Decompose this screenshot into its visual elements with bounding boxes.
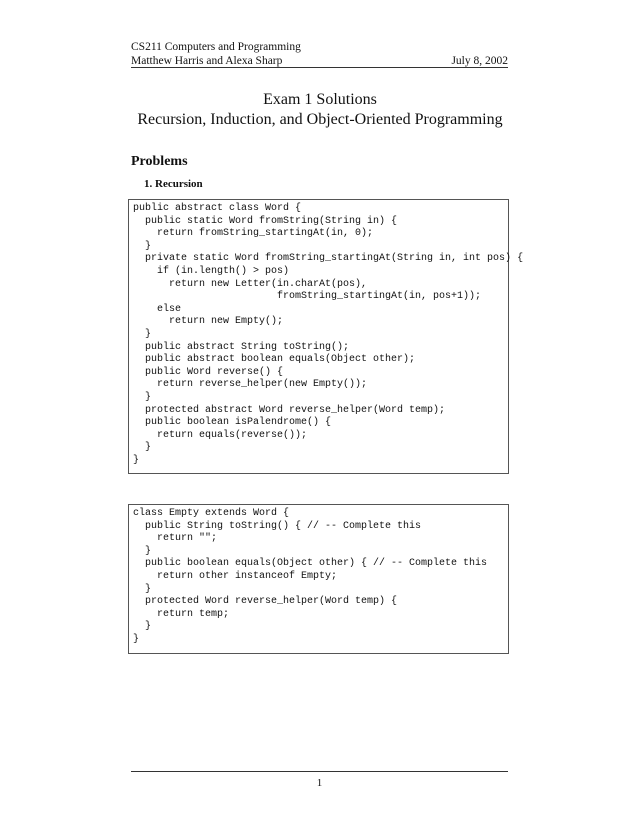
code-listing-empty: class Empty extends Word { public String toString() { // -- Complete this return ""; } public boolean equals(Object other) { // -- Complete this return other instanceof Empty; } protected Word reverse_helper(Word temp) { return temp; } } [133, 508, 488, 645]
exam-title: Exam 1 Solutions [263, 91, 377, 108]
title-block [100, 90, 540, 130]
header-row [131, 54, 508, 68]
header-rule [131, 67, 508, 68]
page-number: 1 [316, 777, 323, 789]
page-header [131, 40, 508, 68]
course-title: CS211 Computers and Programming [131, 41, 301, 53]
date: July 8, 2002 [451, 55, 508, 67]
code-box-word-class [128, 199, 524, 474]
authors: Matthew Harris and Alexa Sharp [131, 55, 283, 67]
code-box-empty-class [128, 504, 509, 654]
problem-label: 1. Recursion [144, 178, 203, 190]
exam-subtitle: Recursion, Induction, and Object-Oriented Programming [137, 111, 503, 128]
section-heading: Problems [131, 154, 188, 169]
footer-rule [131, 771, 508, 772]
code-listing-word: public abstract class Word { public static Word fromString(String in) { return fromString_startingAt(in, 0); } private static Word fromString_startingAt(String in, int pos) { if (in.length() > pos) return new Letter(in.charAt(pos), fromString_startingAt(in, pos+1)); else return new Empty(); } public abstract String toString(); public abstract boolean equals(Object other); public Word reverse() { return reverse_helper(new Empty()); } protected abstract Word reverse_helper(Word temp); public boolean isPalendrome() { return equals(reverse()); } } [133, 203, 524, 466]
